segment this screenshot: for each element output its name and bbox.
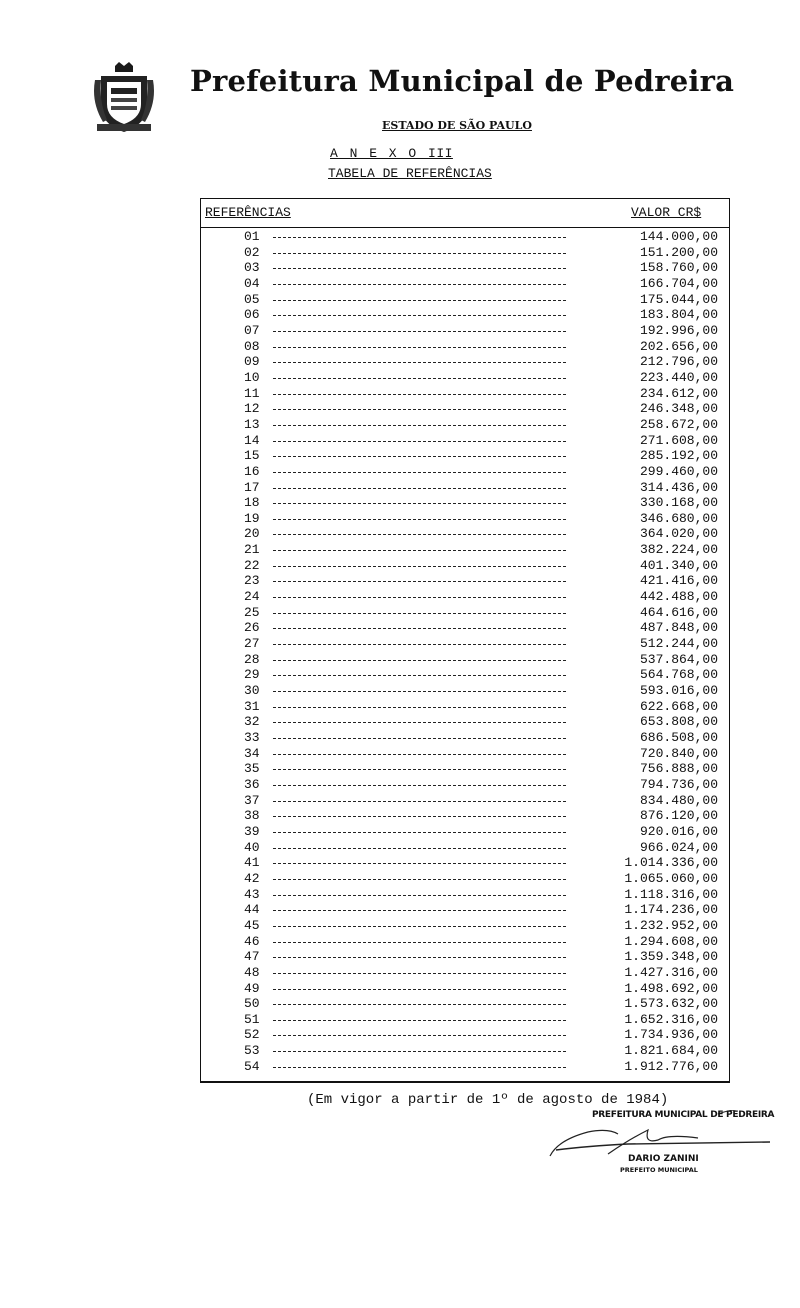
reference-number: 13 [244,416,260,432]
annex-label: A N E X O III [330,146,453,161]
dash-leader [273,879,566,880]
table-row [200,683,730,699]
reference-value: 1.652.316,00 [624,1011,718,1027]
reference-number: 50 [244,996,260,1012]
dash-leader [273,1051,566,1052]
table-row [200,589,730,605]
dash-leader [273,456,566,457]
reference-value: 442.488,00 [639,589,718,605]
table-row [200,370,730,386]
table-row [200,949,730,965]
reference-number: 25 [244,604,260,620]
reference-number: 38 [244,808,260,824]
dash-leader [273,895,566,896]
dash-leader [273,550,566,551]
reference-value: 212.796,00 [639,354,718,370]
reference-number: 15 [244,448,260,464]
reference-value: 421.416,00 [639,573,718,589]
dash-leader [273,331,566,332]
table-row [200,965,730,981]
reference-value: 1.912.776,00 [624,1058,718,1074]
reference-number: 19 [244,510,260,526]
dash-leader [273,660,566,661]
reference-value: 1.174.236,00 [624,902,718,918]
table-row [200,636,730,652]
dash-leader [273,362,566,363]
reference-number: 41 [244,855,260,871]
dash-leader [273,754,566,755]
reference-number: 09 [244,354,260,370]
reference-number: 03 [244,260,260,276]
dash-leader [273,769,566,770]
reference-number: 51 [244,1011,260,1027]
table-row [200,354,730,370]
table-row [200,793,730,809]
reference-number: 48 [244,964,260,980]
state-label: ESTADO DE SÃO PAULO [382,119,532,132]
table-row [200,401,730,417]
table-body [200,229,730,1074]
reference-number: 42 [244,870,260,886]
reference-value: 834.480,00 [639,792,718,808]
reference-value: 330.168,00 [639,495,718,511]
table-row [200,323,730,339]
table-row [200,558,730,574]
reference-number: 47 [244,949,260,965]
reference-value: 720.840,00 [639,745,718,761]
table-row [200,448,730,464]
reference-value: 223.440,00 [639,369,718,385]
table-row [200,761,730,777]
reference-number: 46 [244,933,260,949]
table-row [200,855,730,871]
reference-value: 1.232.952,00 [624,917,718,933]
reference-value: 593.016,00 [639,683,718,699]
reference-value: 686.508,00 [639,730,718,745]
dash-leader [273,378,566,379]
dash-leader [273,613,566,614]
table-row [200,996,730,1012]
reference-number: 54 [244,1058,260,1074]
reference-value: 144.000,00 [639,229,718,244]
reference-value: 1.427.316,00 [624,964,718,980]
table-row [200,808,730,824]
reference-value: 166.704,00 [639,275,718,291]
reference-number: 04 [244,275,260,291]
reference-number: 52 [244,1027,260,1043]
reference-value: 401.340,00 [639,557,718,573]
dash-leader [273,300,566,301]
reference-value: 175.044,00 [639,291,718,307]
reference-value: 1.294.608,00 [624,933,718,949]
column-header-value: VALOR CR$ [631,205,702,220]
table-row [200,573,730,589]
reference-value: 876.120,00 [639,808,718,824]
reference-number: 05 [244,291,260,307]
reference-value: 1.065.060,00 [624,870,718,886]
reference-value: 487.848,00 [639,620,718,636]
dash-leader [273,566,566,567]
table-row [200,386,730,402]
dash-leader [273,707,566,708]
reference-value: 346.680,00 [639,510,718,526]
reference-number: 08 [244,338,260,354]
reference-number: 44 [244,902,260,918]
table-row [200,824,730,840]
dash-leader [273,644,566,645]
reference-number: 23 [244,573,260,589]
reference-value: 382.224,00 [639,542,718,558]
reference-value: 314.436,00 [639,479,718,495]
reference-number: 45 [244,917,260,933]
dash-leader [273,989,566,990]
table-row [200,605,730,621]
table-row [200,934,730,950]
table-row [200,620,730,636]
table-row [200,307,730,323]
reference-number: 37 [244,792,260,808]
reference-number: 40 [244,839,260,855]
reference-number: 34 [244,745,260,761]
table-row [200,1059,730,1075]
dash-leader [273,237,566,238]
dash-leader [273,1067,566,1068]
reference-number: 36 [244,776,260,792]
dash-leader [273,503,566,504]
reference-number: 17 [244,479,260,495]
reference-value: 966.024,00 [639,839,718,855]
signature-stamp: PREFEITURA MUNICIPAL DE PEDREIRA [592,1110,775,1120]
dash-leader [273,973,566,974]
dash-leader [273,581,566,582]
municipal-crest-icon [93,62,155,134]
dash-leader [273,848,566,849]
reference-number: 26 [244,620,260,636]
dash-leader [273,597,566,598]
reference-value: 1.359.348,00 [624,949,718,965]
dash-leader [273,488,566,489]
dash-leader [273,691,566,692]
table-row [200,1012,730,1028]
reference-value: 756.888,00 [639,761,718,777]
reference-value: 151.200,00 [639,244,718,260]
reference-number: 16 [244,463,260,479]
page-title: Prefeitura Municipal de Pedreira [190,64,735,98]
reference-value: 920.016,00 [639,823,718,839]
table-row [200,433,730,449]
dash-leader [273,675,566,676]
dash-leader [273,394,566,395]
table-row [200,526,730,542]
dash-leader [273,785,566,786]
reference-number: 14 [244,432,260,448]
table-row [200,714,730,730]
dash-leader [273,1035,566,1036]
reference-number: 27 [244,636,260,652]
reference-value: 537.864,00 [639,651,718,667]
dash-leader [273,910,566,911]
reference-value: 1.573.632,00 [624,996,718,1012]
reference-value: 258.672,00 [639,416,718,432]
reference-number: 01 [244,229,260,244]
reference-number: 31 [244,698,260,714]
table-row [200,417,730,433]
table-row [200,276,730,292]
reference-number: 33 [244,730,260,745]
reference-value: 622.668,00 [639,698,718,714]
table-row [200,902,730,918]
reference-value: 1.118.316,00 [624,886,718,902]
table-row [200,511,730,527]
reference-value: 364.020,00 [639,526,718,542]
reference-value: 464.616,00 [639,604,718,620]
dash-leader [273,942,566,943]
table-row [200,730,730,746]
dash-leader [273,534,566,535]
dash-leader [273,441,566,442]
dash-leader [273,315,566,316]
reference-value: 1.014.336,00 [624,855,718,871]
reference-value: 653.808,00 [639,714,718,730]
reference-number: 29 [244,667,260,683]
signatory-name: DARIO ZANINI [628,1154,699,1164]
reference-number: 43 [244,886,260,902]
reference-value: 1.734.936,00 [624,1027,718,1043]
dash-leader [273,425,566,426]
reference-value: 1.821.684,00 [624,1043,718,1059]
table-row [200,777,730,793]
table-title: TABELA DE REFERÊNCIAS [328,166,492,181]
reference-number: 53 [244,1043,260,1059]
reference-number: 06 [244,307,260,323]
dash-leader [273,519,566,520]
reference-number: 35 [244,761,260,777]
dash-leader [273,801,566,802]
reference-number: 30 [244,683,260,699]
reference-number: 11 [244,385,260,401]
dash-leader [273,832,566,833]
reference-number: 32 [244,714,260,730]
table-row [200,699,730,715]
dash-leader [273,1004,566,1005]
table-row [200,667,730,683]
table-row [200,918,730,934]
reference-value: 285.192,00 [639,448,718,464]
dash-leader [273,253,566,254]
reference-value: 299.460,00 [639,463,718,479]
effective-date-note: (Em vigor a partir de 1º de agosto de 1984) [307,1092,669,1108]
table-row [200,260,730,276]
table-row [200,292,730,308]
reference-value: 564.768,00 [639,667,718,683]
dash-leader [273,863,566,864]
reference-value: 183.804,00 [639,307,718,323]
dash-leader [273,722,566,723]
reference-number: 07 [244,322,260,338]
table-row [200,245,730,261]
column-header-references: REFERÊNCIAS [205,205,291,220]
table-row [200,495,730,511]
dash-leader [273,284,566,285]
signatory-role: PREFEITO MUNICIPAL [620,1166,698,1174]
table-row [200,542,730,558]
table-row [200,887,730,903]
reference-value: 794.736,00 [639,776,718,792]
dash-leader [273,409,566,410]
reference-number: 02 [244,244,260,260]
dash-leader [273,347,566,348]
reference-value: 202.656,00 [639,338,718,354]
reference-value: 158.760,00 [639,260,718,276]
reference-value: 192.996,00 [639,322,718,338]
table-row [200,871,730,887]
reference-number: 20 [244,526,260,542]
table-row [200,480,730,496]
reference-number: 10 [244,369,260,385]
table-row [200,981,730,997]
reference-number: 49 [244,980,260,996]
dash-leader [273,957,566,958]
reference-value: 1.498.692,00 [624,980,718,996]
reference-number: 22 [244,557,260,573]
reference-number: 24 [244,589,260,605]
table-row [200,229,730,245]
table-row [200,652,730,668]
table-row [200,464,730,480]
dash-leader [273,738,566,739]
dash-leader [273,628,566,629]
dash-leader [273,472,566,473]
reference-number: 12 [244,401,260,417]
table-row [200,1027,730,1043]
dash-leader [273,1020,566,1021]
reference-number: 18 [244,495,260,511]
reference-value: 271.608,00 [639,432,718,448]
dash-leader [273,816,566,817]
reference-value: 512.244,00 [639,636,718,652]
dash-leader [273,926,566,927]
header-divider [200,227,730,228]
reference-number: 39 [244,823,260,839]
table-row [200,1043,730,1059]
table-row [200,840,730,856]
reference-number: 21 [244,542,260,558]
reference-number: 28 [244,651,260,667]
dash-leader [273,268,566,269]
table-row [200,746,730,762]
reference-value: 234.612,00 [639,385,718,401]
table-row [200,339,730,355]
reference-value: 246.348,00 [639,401,718,417]
